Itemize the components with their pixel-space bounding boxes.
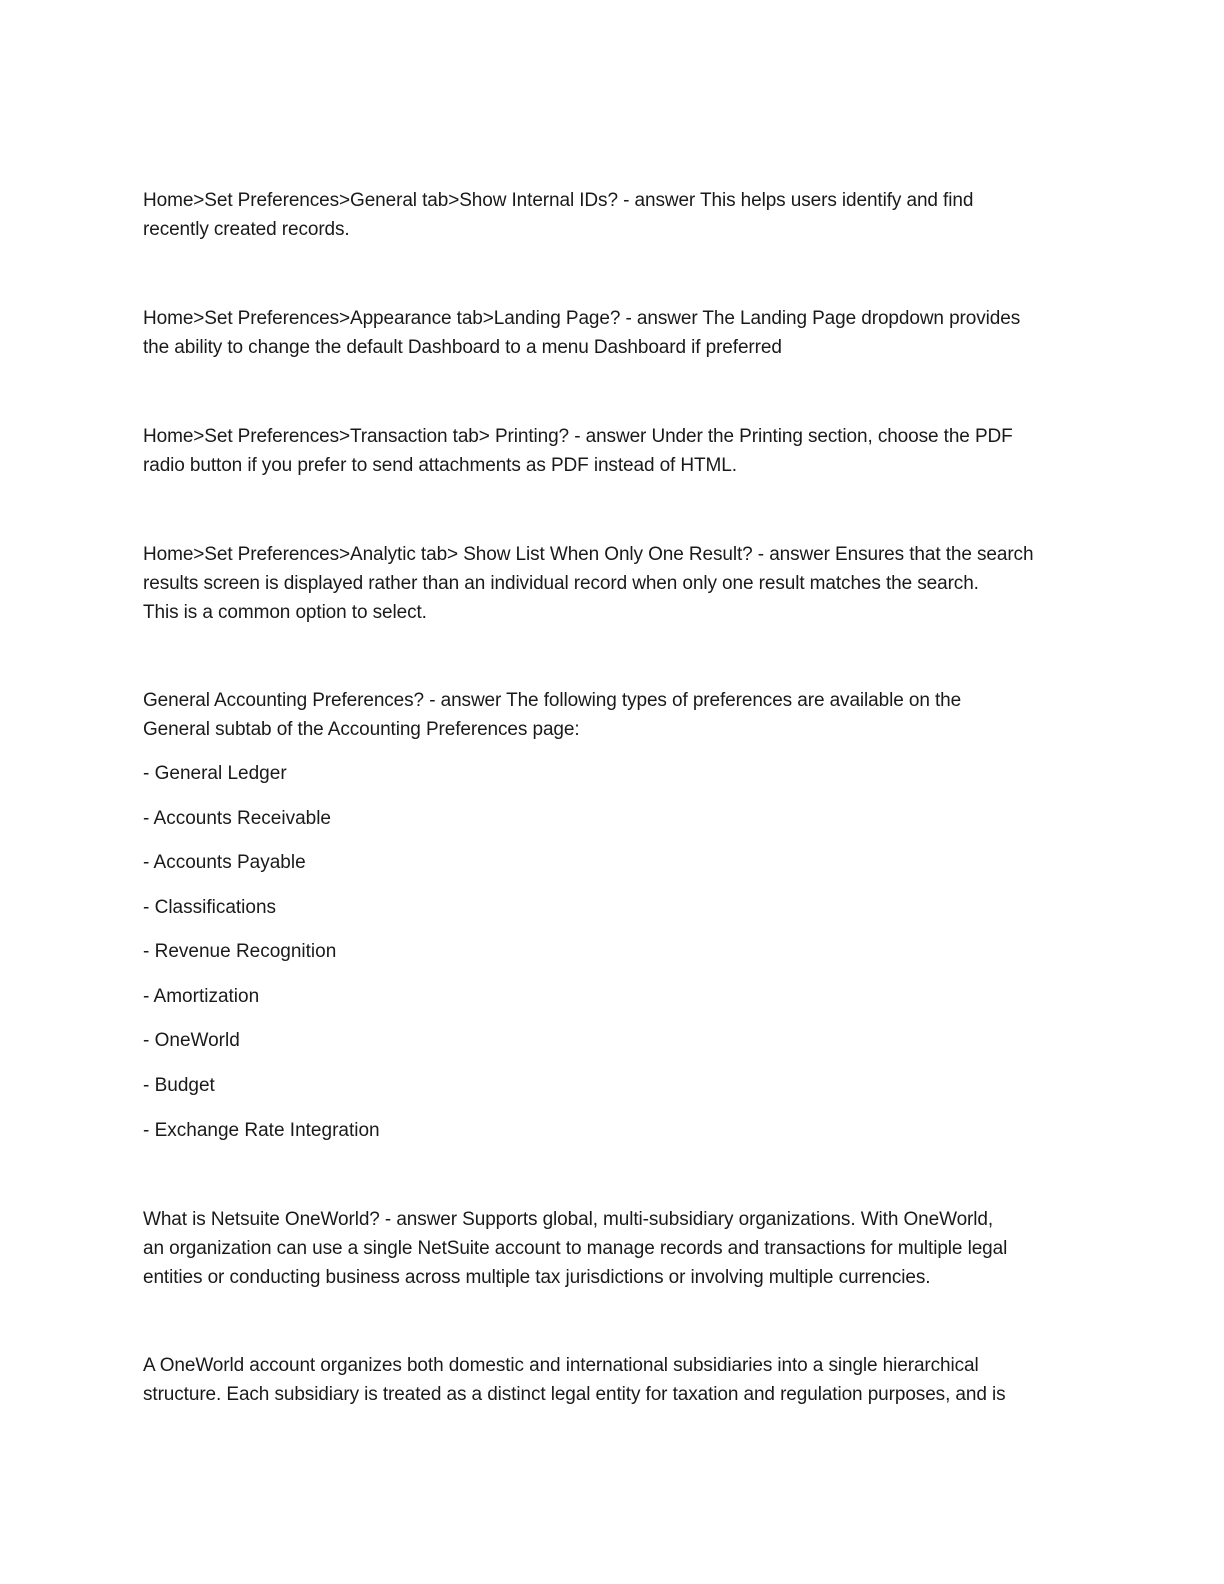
paragraph-netsuite-oneworld: [143, 1205, 1083, 1292]
list-item: - Accounts Payable: [143, 852, 306, 873]
paragraph-general-accounting-preferences: [143, 686, 1083, 744]
paragraph-line: the ability to change the default Dashboard to a menu Dashboard if preferred: [143, 337, 782, 358]
paragraph-landing-page: [143, 304, 1083, 362]
paragraph-line: General Accounting Preferences? - answer The following types of preferences are available on the: [143, 690, 962, 711]
paragraph-oneworld-account: [143, 1351, 1083, 1409]
list-item: - OneWorld: [143, 1030, 240, 1051]
paragraph-show-list-one-result: [143, 540, 1083, 627]
paragraph-line: A OneWorld account organizes both domestic and international subsidiaries into a single hierarchical: [143, 1355, 979, 1376]
list-item: - Accounts Receivable: [143, 808, 331, 829]
paragraph-line: radio button if you prefer to send attachments as PDF instead of HTML.: [143, 455, 737, 476]
paragraph-line: results screen is displayed rather than an individual record when only one result matches the search.: [143, 573, 979, 594]
paragraph-line: Home>Set Preferences>Appearance tab>Landing Page? - answer The Landing Page dropdown provides: [143, 308, 1021, 329]
list-item: - Amortization: [143, 986, 260, 1007]
list-item: - Exchange Rate Integration: [143, 1120, 380, 1141]
paragraph-line: What is Netsuite OneWorld? - answer Supports global, multi-subsidiary organizations. With OneWorld,: [143, 1209, 994, 1230]
paragraph-line: Home>Set Preferences>General tab>Show Internal IDs? - answer This helps users identify and find: [143, 190, 974, 211]
paragraph-line: structure. Each subsidiary is treated as a distinct legal entity for taxation and regulation purposes, and is: [143, 1384, 1006, 1405]
paragraph-line: Home>Set Preferences>Analytic tab> Show List When Only One Result? - answer Ensures that the search: [143, 544, 1034, 565]
paragraph-line: Home>Set Preferences>Transaction tab> Printing? - answer Under the Printing section, choose the PDF: [143, 426, 1013, 447]
paragraph-line: General subtab of the Accounting Preferences page:: [143, 719, 580, 740]
paragraph-printing: [143, 422, 1083, 480]
list-item: - Classifications: [143, 897, 277, 918]
list-item: - Budget: [143, 1075, 215, 1096]
paragraph-line: an organization can use a single NetSuite account to manage records and transactions for multiple legal: [143, 1238, 1008, 1259]
paragraph-line: entities or conducting business across multiple tax jurisdictions or involving multiple currencies.: [143, 1267, 931, 1288]
paragraph-show-internal-ids: [143, 186, 1083, 244]
paragraph-line: This is a common option to select.: [143, 602, 427, 623]
paragraph-line: recently created records.: [143, 219, 350, 240]
list-item: - General Ledger: [143, 763, 287, 784]
list-item: - Revenue Recognition: [143, 941, 337, 962]
